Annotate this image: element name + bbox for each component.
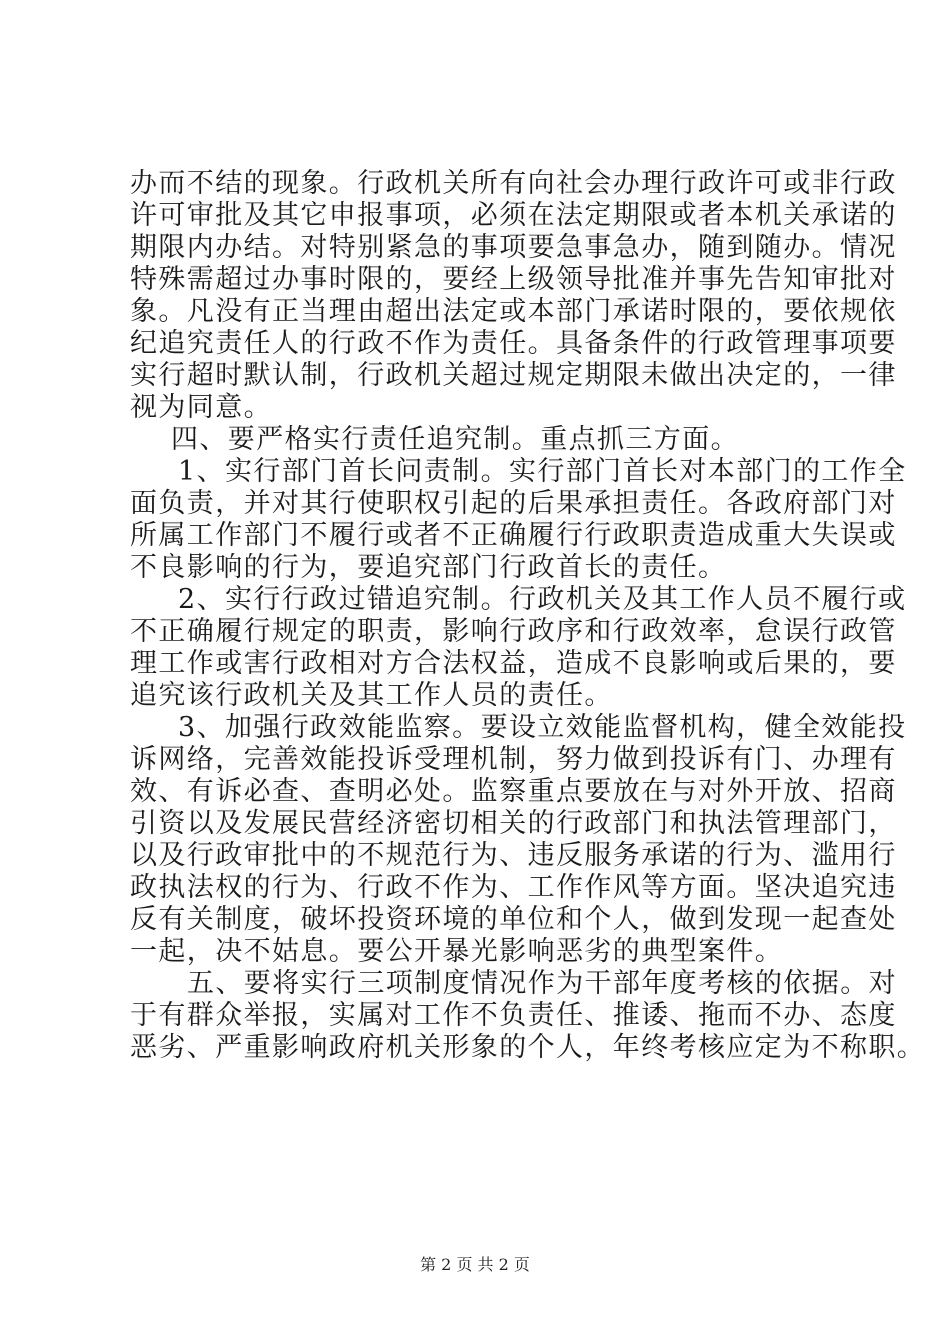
text-line: 恶劣、严重影响政府机关形象的个人，年终考核应定为不称职。 (130, 1032, 926, 1063)
text-line: 2、实行行政过错追究制。行政机关及其工作人员不履行或 (178, 584, 907, 615)
text-line: 1、实行部门首长问责制。实行部门首长对本部门的工作全 (178, 456, 907, 487)
text-line: 以及行政审批中的不规范行为、违反服务承诺的行为、滥用行 (130, 840, 897, 871)
text-line: 纪追究责任人的行政不作为责任。具备条件的行政管理事项要 (130, 328, 897, 359)
text-line: 引资以及发展民营经济密切相关的行政部门和执法管理部门， (130, 808, 897, 839)
document-body (130, 168, 926, 1064)
text-line: 理工作或害行政相对方合法权益，造成不良影响或后果的，要 (130, 648, 897, 679)
text-line: 所属工作部门不履行或者不正确履行行政职责造成重大失误或 (130, 520, 897, 551)
text-line: 象。凡没有正当理由超出法定或本部门承诺时限的，要依规依 (130, 296, 897, 327)
text-line: 特殊需超过办事时限的，要经上级领导批准并事先告知审批对 (130, 264, 897, 295)
text-line: 面负责，并对其行使职权引起的后果承担责任。各政府部门对 (130, 488, 897, 519)
text-line: 视为同意。 (130, 392, 272, 423)
text-line: 办而不结的现象。行政机关所有向社会办理行政许可或非行政 (130, 168, 897, 199)
text-line: 反有关制度，破坏投资环境的单位和个人，做到发现一起查处 (130, 904, 897, 935)
text-line: 于有群众举报，实属对工作不负责任、推诿、拖而不办、态度 (130, 1000, 897, 1031)
text-line: 实行超时默认制，行政机关超过规定期限未做出决定的，一律 (130, 360, 897, 391)
text-line: 许可审批及其它申报事项，必须在法定期限或者本机关承诺的 (130, 200, 897, 231)
text-line: 不良影响的行为，要追究部门行政首长的责任。 (130, 552, 727, 583)
section-heading: 四、要严格实行责任追究制。重点抓三方面。 (171, 424, 739, 455)
text-line: 政执法权的行为、行政不作为、工作作风等方面。坚决追究违 (130, 872, 897, 903)
text-line: 一起，决不姑息。要公开暴光影响恶劣的典型案件。 (130, 936, 784, 967)
text-line: 3、加强行政效能监察。要设立效能监督机构，健全效能投 (178, 712, 907, 743)
text-line: 诉网络，完善效能投诉受理机制，努力做到投诉有门、办理有 (130, 744, 897, 775)
page-number-footer: 第 2 页 共 2 页 (420, 1255, 530, 1274)
text-line: 期限内办结。对特别紧急的事项要急事急办，随到随办。情况 (130, 232, 897, 263)
text-line: 追究该行政机关及其工作人员的责任。 (130, 680, 613, 711)
text-line: 效、有诉必查、查明必处。监察重点要放在与对外开放、招商 (130, 776, 897, 807)
text-line: 不正确履行规定的职责，影响行政序和行政效率，怠误行政管 (130, 616, 897, 647)
section-heading: 五、要将实行三项制度情况作为干部年度考核的依据。对 (187, 968, 897, 999)
